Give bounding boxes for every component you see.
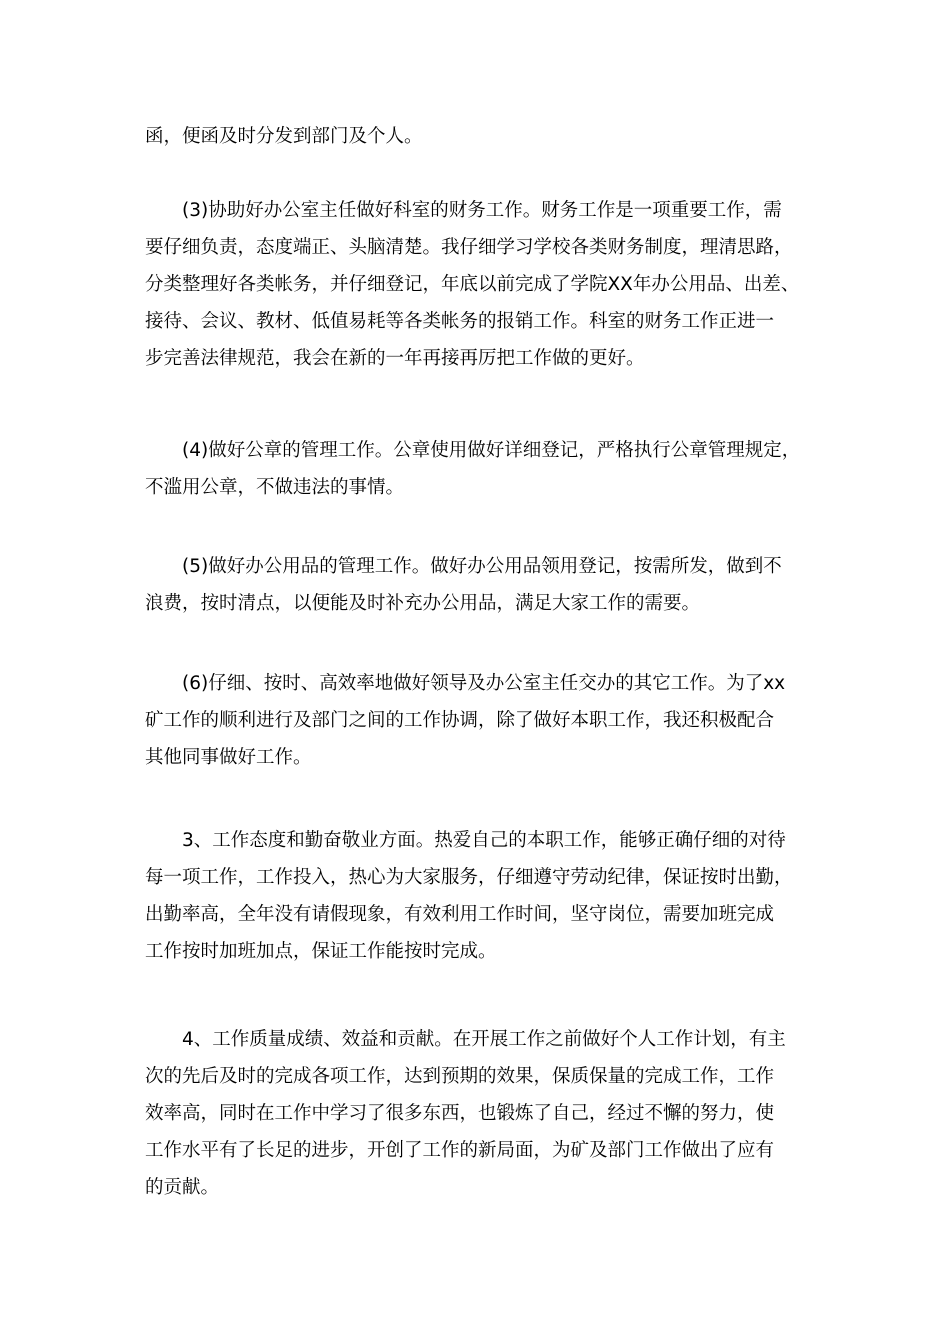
text-line: (4)做好公章的管理工作。公章使用做好详细登记，严格执行公章管理规定，	[145, 440, 801, 461]
paragraph-item-4	[145, 432, 810, 506]
text-line: 3、工作态度和勤奋敬业方面。热爱自己的本职工作，能够正确仔细的对待	[145, 830, 786, 851]
text-line: 接待、会议、教材、低值易耗等各类帐务的报销工作。科室的财务工作正进一	[145, 311, 775, 332]
text-line: (6)仔细、按时、高效率地做好领导及办公室主任交办的其它工作。为了xx	[145, 673, 786, 694]
text-line: 其他同事做好工作。	[145, 747, 312, 768]
text-line: 工作按时加班加点，保证工作能按时完成。	[145, 941, 497, 962]
text-line: (3)协助好办公室主任做好科室的财务工作。财务工作是一项重要工作，需	[145, 200, 782, 221]
text-line: (5)做好办公用品的管理工作。做好办公用品领用登记，按需所发，做到不	[145, 556, 782, 577]
text-line: 出勤率高，全年没有请假现象，有效利用工作时间，坚守岗位，需要加班完成	[145, 904, 775, 925]
text-line: 步完善法律规范，我会在新的一年再接再厉把工作做的更好。	[145, 348, 645, 369]
text-line: 不滥用公章，不做违法的事情。	[145, 477, 405, 498]
paragraph-section-3	[145, 822, 810, 970]
text-line: 工作水平有了长足的进步，开创了工作的新局面，为矿及部门工作做出了应有	[145, 1140, 775, 1161]
text-line: 浪费，按时清点，以便能及时补充办公用品，满足大家工作的需要。	[145, 593, 701, 614]
text-line: 函，便函及时分发到部门及个人。	[145, 126, 423, 147]
paragraph-item-6	[145, 665, 810, 776]
text-line: 4、工作质量成绩、效益和贡献。在开展工作之前做好个人工作计划，有主	[145, 1029, 786, 1050]
text-line: 要仔细负责，态度端正、头脑清楚。我仔细学习学校各类财务制度，理清思路，	[145, 237, 793, 258]
paragraph-section-4	[145, 1021, 810, 1206]
text-line: 次的先后及时的完成各项工作，达到预期的效果，保质保量的完成工作，工作	[145, 1066, 775, 1087]
paragraph-item-3	[145, 192, 810, 377]
text-line: 每一项工作，工作投入，热心为大家服务，仔细遵守劳动纪律，保证按时出勤，	[145, 867, 793, 888]
text-line: 的贡献。	[145, 1177, 220, 1198]
text-line: 效率高，同时在工作中学习了很多东西，也锻炼了自己，经过不懈的努力，使	[145, 1103, 775, 1124]
paragraph-continuation	[145, 118, 810, 155]
text-line: 分类整理好各类帐务，并仔细登记，年底以前完成了学院XX年办公用品、出差、	[145, 274, 800, 295]
text-line: 矿工作的顺利进行及部门之间的工作协调，除了做好本职工作，我还积极配合	[145, 710, 775, 731]
paragraph-item-5	[145, 548, 810, 622]
